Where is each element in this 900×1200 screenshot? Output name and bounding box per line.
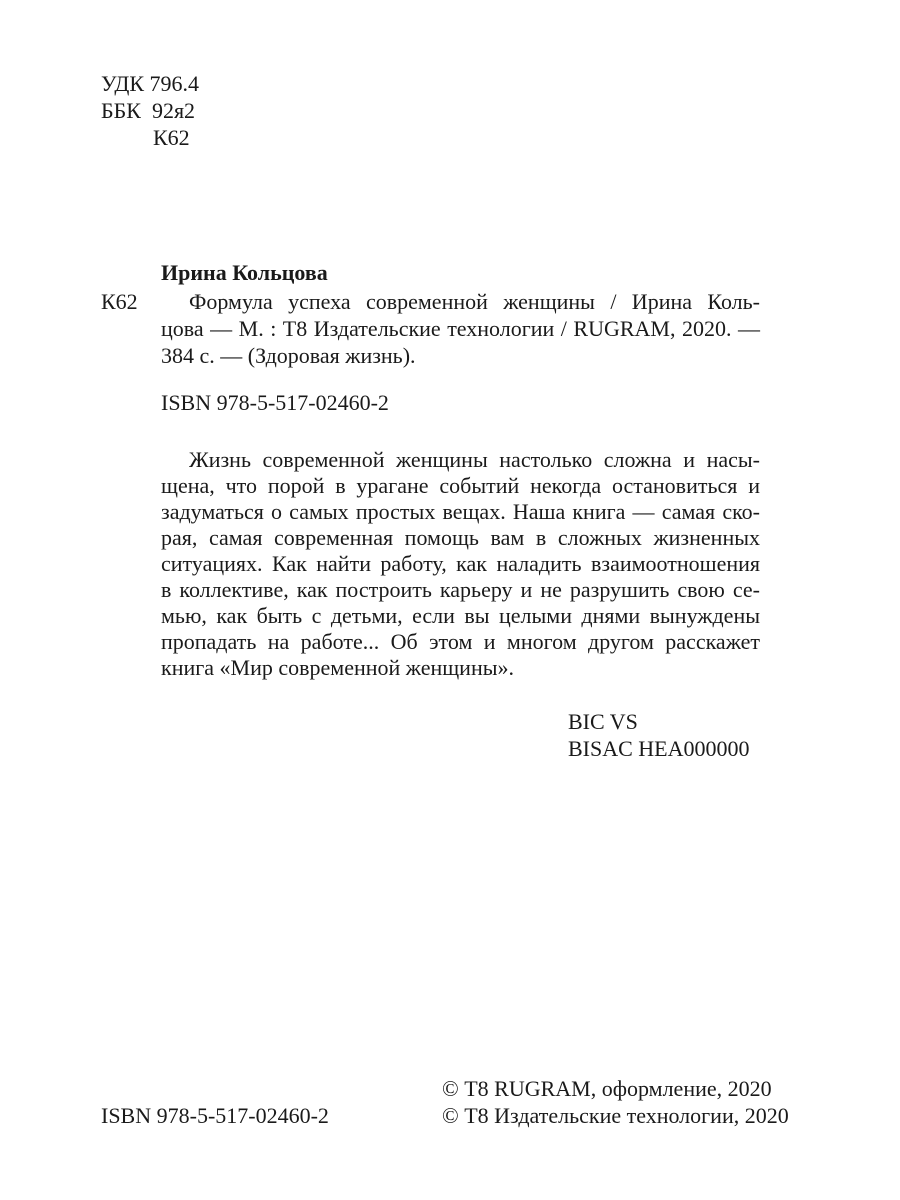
copyright-publisher: © Т8 Издательские технологии, 2020: [442, 1103, 789, 1128]
author-name: Ирина Кольцова: [161, 260, 328, 285]
isbn-footer: ISBN 978-5-517-02460-2: [101, 1103, 329, 1128]
annotation-line-9: книга «Мир современной женщины».: [161, 655, 514, 680]
bisac-code: BISAC HEA000000: [568, 736, 750, 761]
bib-line-1: Формула успеха современной женщины / Ирина Коль-: [189, 289, 760, 314]
annotation-line-6: в коллективе, как построить карьеру и не разрушить свою се-: [161, 577, 760, 602]
udk-code: УДК 796.4: [101, 71, 200, 96]
annotation-line-2: щена, что порой в урагане событий некогда остановиться и: [161, 473, 760, 498]
isbn-record: ISBN 978-5-517-02460-2: [161, 390, 389, 415]
bbk-code: ББК 92я2: [101, 98, 196, 123]
annotation-line-1: Жизнь современной женщины настолько сложна и насы-: [189, 447, 760, 472]
bic-code: BIC VS: [568, 709, 638, 734]
annotation-line-7: мью, как быть с детьми, если вы целыми днями вынуждены: [161, 603, 760, 628]
annotation-line-8: пропадать на работе... Об этом и многом другом расскажет: [161, 629, 760, 654]
bib-line-3: 384 с. — (Здоровая жизнь).: [161, 343, 416, 368]
annotation-line-5: ситуациях. Как найти работу, как наладить взаимоотношения: [161, 551, 760, 576]
bib-line-2: цова — М. : Т8 Издательские технологии / RUGRAM, 2020. —: [161, 316, 760, 341]
annotation-line-4: рая, самая современная помощь вам в сложных жизненных: [161, 525, 760, 550]
author-mark-top: К62: [153, 125, 190, 150]
author-mark: К62: [101, 289, 138, 314]
copyright-design: © Т8 RUGRAM, оформление, 2020: [442, 1076, 772, 1101]
annotation-line-3: задуматься о самых простых вещах. Наша книга — самая ско-: [161, 499, 760, 524]
